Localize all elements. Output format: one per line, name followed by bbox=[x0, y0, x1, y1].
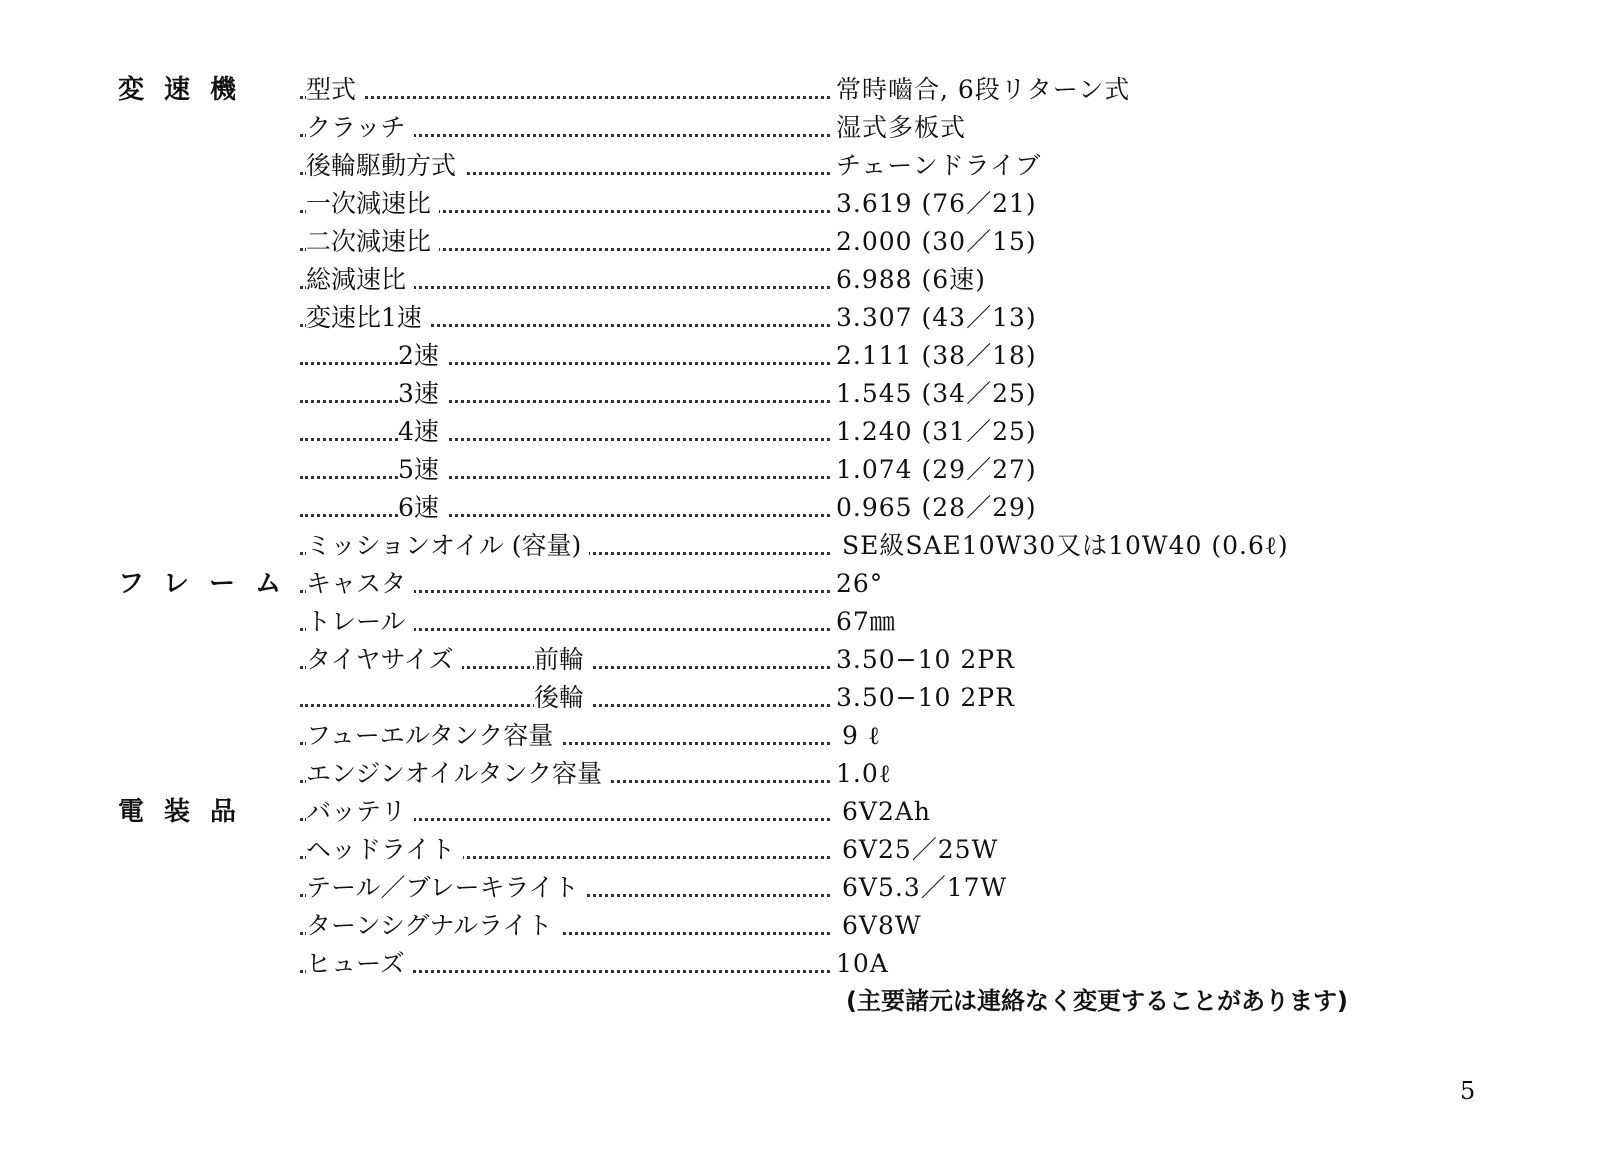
dot-leader bbox=[300, 362, 830, 365]
spec-value: 6V8W bbox=[842, 911, 922, 940]
spec-row-drive bbox=[0, 147, 1600, 185]
spec-label: 型式 bbox=[306, 71, 364, 109]
spec-value: 2.111 (38／18) bbox=[836, 341, 1037, 370]
spec-value: 湿式多板式 bbox=[836, 113, 967, 142]
spec-value: 6V2Ah bbox=[842, 797, 932, 826]
dot-leader bbox=[300, 514, 830, 517]
spec-row-tail-brake-light bbox=[0, 869, 1600, 907]
spec-label: 6速 bbox=[398, 489, 447, 527]
spec-value: 1.0ℓ bbox=[836, 759, 892, 788]
spec-row-total-ratio bbox=[0, 261, 1600, 299]
spec-value: 3.619 (76／21) bbox=[836, 189, 1037, 218]
dot-leader bbox=[300, 96, 830, 99]
spec-label: 総減速比 bbox=[306, 261, 414, 299]
spec-label: テール／ブレーキライト bbox=[306, 869, 587, 907]
spec-row-caster bbox=[0, 565, 1600, 603]
spec-value: 0.965 (28／29) bbox=[836, 493, 1037, 522]
section-heading-electrical: 電装品 bbox=[118, 797, 257, 827]
spec-value: 2.000 (30／15) bbox=[836, 227, 1037, 256]
spec-label: ミッションオイル (容量) bbox=[306, 527, 589, 565]
spec-row-tire-rear bbox=[0, 679, 1600, 717]
spec-row-gear-6 bbox=[0, 489, 1600, 527]
spec-label: ヘッドライト bbox=[306, 831, 463, 869]
spec-row-engine-oil-tank bbox=[0, 755, 1600, 793]
spec-label: タイヤサイズ bbox=[306, 641, 462, 679]
spec-label: トレール bbox=[306, 603, 414, 641]
spec-label: 2速 bbox=[398, 337, 447, 375]
page-number: 5 bbox=[1460, 1077, 1476, 1105]
spec-row-gear-2 bbox=[0, 337, 1600, 375]
spec-label: フューエルタンク容量 bbox=[306, 717, 561, 755]
spec-row-battery bbox=[0, 793, 1600, 831]
spec-row-turn-signal bbox=[0, 907, 1600, 945]
dot-leader bbox=[300, 400, 830, 403]
section-heading-transmission: 変速機 bbox=[118, 75, 257, 105]
spec-row-gear-5 bbox=[0, 451, 1600, 489]
spec-value: 3.50−10 2PR bbox=[836, 645, 1015, 674]
spec-value: 3.307 (43／13) bbox=[836, 303, 1037, 332]
dot-leader bbox=[300, 438, 830, 441]
spec-row-gear-3 bbox=[0, 375, 1600, 413]
section-heading-frame: フレーム bbox=[118, 569, 301, 599]
spec-row-trail bbox=[0, 603, 1600, 641]
spec-row-primary-ratio bbox=[0, 185, 1600, 223]
spec-row-gear-1 bbox=[0, 299, 1600, 337]
spec-label: バッテリ bbox=[306, 793, 414, 831]
spec-row-type bbox=[0, 71, 1600, 109]
spec-value: 6V5.3／17W bbox=[842, 873, 1008, 902]
dot-leader bbox=[300, 476, 830, 479]
spec-label: エンジンオイルタンク容量 bbox=[306, 755, 610, 793]
spec-row-mission-oil bbox=[0, 527, 1600, 565]
spec-value: チェーンドライブ bbox=[836, 151, 1042, 180]
spec-value: 6.988 (6速) bbox=[836, 265, 986, 294]
spec-label: 後輪 bbox=[534, 679, 592, 717]
spec-label: 一次減速比 bbox=[306, 185, 439, 223]
spec-row-gear-4 bbox=[0, 413, 1600, 451]
spec-value: 1.074 (29／27) bbox=[836, 455, 1037, 484]
spec-value: 9 ℓ bbox=[842, 721, 881, 750]
spec-row-tire-front bbox=[0, 641, 1600, 679]
spec-value: 26° bbox=[836, 569, 884, 598]
spec-label: 変速比1速 bbox=[306, 299, 430, 337]
spec-row-clutch bbox=[0, 109, 1600, 147]
spec-value: 3.50−10 2PR bbox=[836, 683, 1015, 712]
spec-row-fuse bbox=[0, 945, 1600, 983]
spec-value: 10A bbox=[836, 949, 889, 978]
spec-label: 3速 bbox=[398, 375, 447, 413]
spec-disclaimer-note: (主要諸元は連絡なく変更することがあります) bbox=[846, 987, 1348, 1015]
spec-label: ヒューズ bbox=[306, 945, 413, 983]
spec-value: 67㎜ bbox=[836, 607, 896, 636]
spec-label: 後輪駆動方式 bbox=[306, 147, 464, 185]
spec-label: 4速 bbox=[398, 413, 447, 451]
spec-sublabel: 前輪 bbox=[534, 641, 592, 679]
spec-row-headlight bbox=[0, 831, 1600, 869]
spec-row-fuel-tank bbox=[0, 717, 1600, 755]
spec-label: 二次減速比 bbox=[306, 223, 439, 261]
spec-label: 5速 bbox=[398, 451, 447, 489]
spec-value: 1.240 (31／25) bbox=[836, 417, 1037, 446]
spec-row-secondary-ratio bbox=[0, 223, 1600, 261]
spec-value: SE級SAE10W30又は10W40 (0.6ℓ) bbox=[842, 531, 1289, 560]
spec-value: 6V25／25W bbox=[842, 835, 999, 864]
spec-label: キャスタ bbox=[306, 565, 414, 603]
spec-label: ターンシグナルライト bbox=[306, 907, 560, 945]
spec-label: クラッチ bbox=[306, 109, 414, 147]
spec-value: 常時嚙合, 6段リターン式 bbox=[836, 75, 1131, 104]
spec-value: 1.545 (34／25) bbox=[836, 379, 1037, 408]
